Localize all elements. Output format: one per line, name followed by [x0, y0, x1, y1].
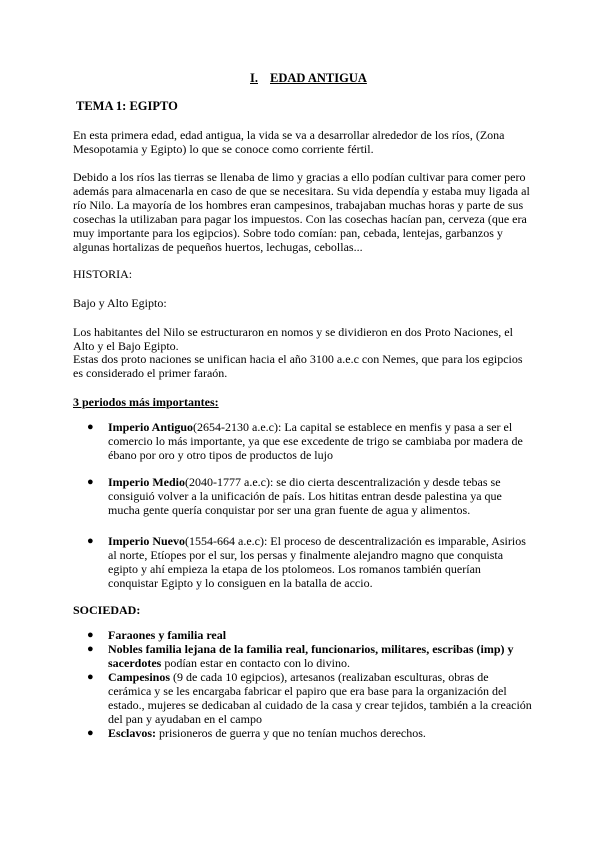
bullet-icon: ● [87, 421, 94, 433]
period-name: Imperio Antiguo [108, 420, 194, 434]
society-group: Faraones y familia real [108, 628, 227, 642]
periods-heading: 3 periodos más importantes: [73, 395, 219, 409]
nile-paragraph: Debido a los ríos las tierras se llenaba de limo y gracias a ello podían cultivar para comer pero además para almacenarla en caso de que se necesitara. Su vida dependía y estaba muy ligada al río Nilo. La mayoría de los hombres eran campesinos, trabajaban muchas horas y parte de sus cosechas la utilizaban para pagar los impuestos. Con las cosechas hacían pan, cerveza (que era muy importante para los egipcios). Sobre todo comían: pan, cebada, lentejas, garbanzos y algunas hortalizas de pequeños huertos, lechugas, cebollas... [73, 170, 530, 254]
topic-heading: TEMA 1: EGIPTO [76, 99, 178, 113]
history-heading: HISTORIA: [73, 267, 133, 281]
section-number: I. [250, 71, 258, 85]
bullet-icon: ● [87, 671, 94, 683]
bullet-icon: ● [87, 476, 94, 488]
bullet-icon: ● [87, 643, 94, 655]
inhabitants-paragraph: Los habitantes del Nilo se estructuraron en nomos y se dividieron en dos Proto Naciones, el Alto y el Bajo Egipto. [73, 325, 513, 353]
intro-paragraph: En esta primera edad, edad antigua, la vida se va a desarrollar alrededor de los ríos, (Zona Mesopotamia y Egipto) lo que se conoce como corriente fértil. [73, 128, 505, 156]
bullet-icon: ● [87, 535, 94, 547]
bullet-icon: ● [87, 727, 94, 739]
period-name: Imperio Medio [108, 475, 185, 489]
society-group: Esclavos: [108, 726, 156, 740]
society-text: (9 de cada 10 egipcios), artesanos (realizaban esculturas, obras de cerámica y se les encargaba fabricar el papiro que era base para la organización del estado., mujeres se dedicaban al cuidado de la casa y crear tejidos, también a la creación del pan y ayudaban en el campo [108, 670, 532, 726]
section-title: EDAD ANTIGUA [270, 71, 367, 85]
period-text: (1554-664 a.e.c): El proceso de descentralización es imparable, Asirios al norte, Etíopes por el sur, los persas y finalmente alejandro magno que conquista egipto y ahí empieza la etapa de los ptolomeos. Los romanos también querían conquistar Egipto y lo consiguen en la batalla de accio. [108, 534, 526, 590]
period-text: (2654-2130 a.e.c): La capital se establece en menfis y pasa a ser el comercio lo más importante, ya que ese excedente de trigo se cambiaba por madera de ébano por oro y otro tipos de productos de lujo [108, 420, 523, 462]
period-name: Imperio Nuevo [108, 534, 185, 548]
society-group: Campesinos [108, 670, 171, 684]
unification-paragraph: Estas dos proto naciones se unifican hacia el año 3100 a.e.c con Nemes, que para los egipcios es considerado el primer faraón. [73, 352, 523, 380]
period-text: (2040-1777 a.e.c): se dio cierta descentralización y desde tebas se consiguió volver a la unificación de país. Los hititas entran desde palestina ya que mucha gente quería conquistar por ser una gran fuente de agua y alimentos. [108, 475, 502, 517]
society-group: Nobles familia lejana de la familia real, funcionarios, militares, escribas (imp) y sacerdotes [108, 642, 514, 670]
society-text: prisioneros de guerra y que no tenían muchos derechos. [156, 726, 426, 740]
bullet-icon: ● [87, 629, 94, 641]
society-text: podían estar en contacto con lo divino. [161, 656, 350, 670]
page-title [250, 71, 450, 85]
society-heading: SOCIEDAD: [73, 603, 141, 617]
lower-upper-egypt-label: Bajo y Alto Egipto: [73, 296, 167, 310]
